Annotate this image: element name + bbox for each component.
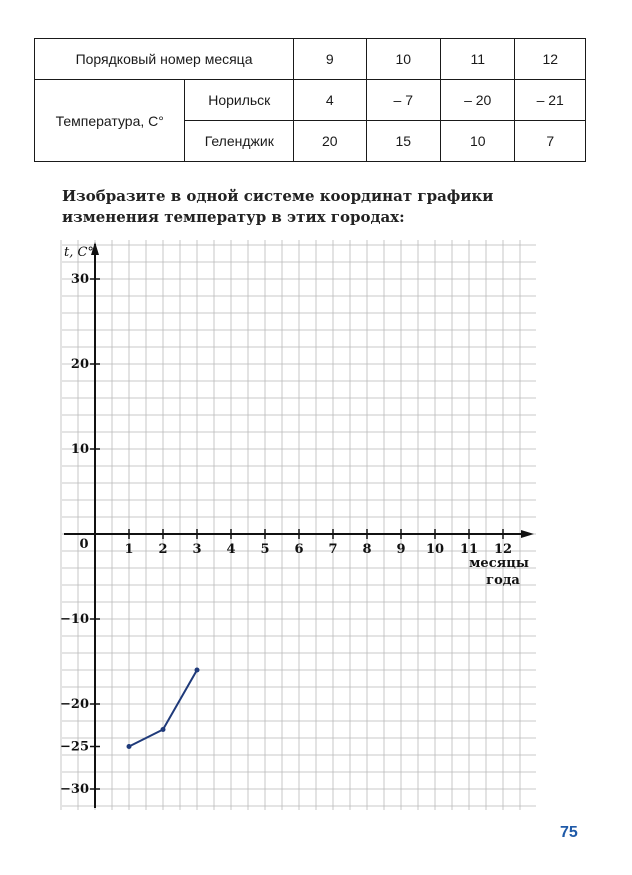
x-tick-label: 4: [226, 542, 236, 557]
month-cell: 9: [294, 39, 366, 80]
x-axis-label: года: [486, 573, 520, 588]
y-tick-label: 20: [70, 357, 89, 372]
data-point: [195, 668, 200, 673]
x-tick-label: 12: [493, 542, 513, 557]
value-cell: 4: [294, 80, 366, 121]
temperature-group-label: Температура, С°: [35, 80, 185, 162]
x-tick-label: 11: [459, 542, 479, 557]
value-cell: – 21: [515, 80, 586, 121]
value-cell: 15: [366, 121, 440, 162]
y-tick-label: −20: [60, 697, 89, 712]
x-tick-label: 7: [328, 542, 338, 557]
origin-label: 0: [79, 537, 89, 552]
x-tick-label: 8: [362, 542, 372, 557]
city-label: Геленджик: [185, 121, 294, 162]
y-tick-label: −25: [60, 739, 89, 755]
x-tick-label: 10: [425, 542, 445, 557]
month-cell: 11: [441, 39, 515, 80]
x-tick-label: 9: [396, 542, 406, 557]
x-tick-label: 6: [294, 542, 304, 557]
month-number-label: Порядковый номер месяца: [35, 39, 294, 80]
y-tick-label: 30: [70, 272, 89, 287]
y-tick-label: 10: [70, 442, 89, 457]
y-tick-label: −10: [60, 612, 89, 627]
data-point: [127, 744, 132, 749]
task-instruction: Изобразите в одной системе координат графики изменения температур в этих городах:: [62, 187, 494, 226]
city-label: Норильск: [185, 80, 294, 121]
data-point: [161, 727, 166, 732]
x-tick-label: 2: [158, 542, 168, 557]
value-cell: 20: [294, 121, 366, 162]
x-axis-label: месяцы: [469, 556, 529, 571]
y-axis-label: t, С°: [64, 245, 94, 260]
value-cell: – 20: [441, 80, 515, 121]
month-cell: 12: [515, 39, 586, 80]
x-tick-label: 5: [260, 542, 270, 557]
x-tick-label: 1: [124, 542, 134, 557]
page-number: 75: [560, 824, 578, 841]
y-tick-label: −30: [60, 782, 89, 797]
month-cell: 10: [366, 39, 440, 80]
value-cell: – 7: [366, 80, 440, 121]
value-cell: 7: [515, 121, 586, 162]
x-tick-label: 3: [192, 542, 202, 557]
x-axis-arrow: [521, 530, 534, 538]
value-cell: 10: [441, 121, 515, 162]
